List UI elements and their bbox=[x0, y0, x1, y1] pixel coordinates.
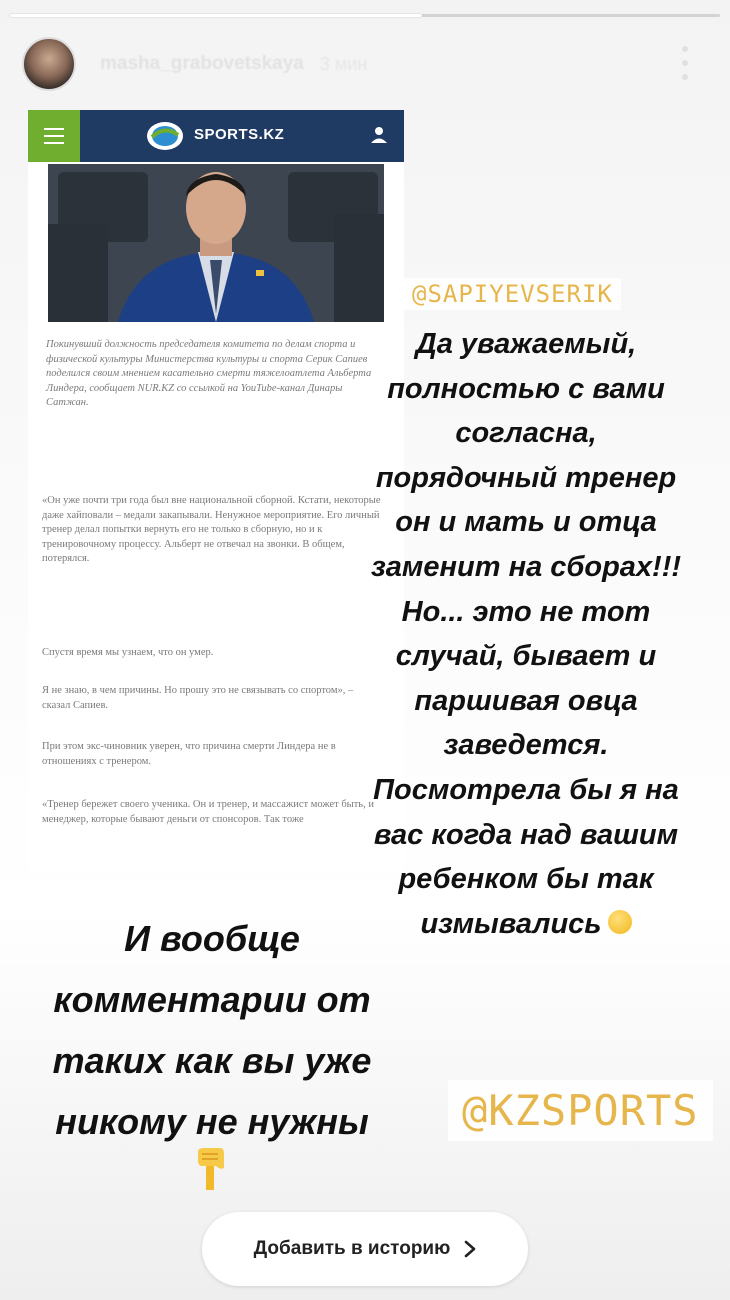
story-text-line: измывались bbox=[420, 907, 602, 940]
article-paragraph-5-text: При этом экс-чиновник уверен, что причина смерти Линдера не в отношениях с тренером. bbox=[42, 741, 336, 767]
story-text-line: паршивая овца bbox=[414, 684, 638, 717]
chevron-right-icon bbox=[464, 1240, 476, 1258]
story-text-line: полностью с вами bbox=[387, 372, 665, 405]
smiling-face-emoji-icon bbox=[608, 910, 632, 934]
username[interactable]: masha_grabovetskaya bbox=[100, 53, 304, 74]
story-text-line: согласна, bbox=[455, 417, 597, 450]
add-to-story-button[interactable] bbox=[202, 1212, 528, 1286]
article-paragraph-1-text: Покинувший должность председателя комитета по делам спорта и физической культуры Министерства культуры и спорта Серик Сапиев поделился своим мнением касательно смерти тяжелоатлета Альберта Линдера, сообщает NUR.KZ со ссылкой на YouTube-канал Динары Сатжан. bbox=[46, 339, 372, 408]
article-paragraph-6 bbox=[42, 798, 382, 827]
pointing-down-hand-icon bbox=[192, 1146, 228, 1192]
article-paragraph-3-text: Спустя время мы узнаем, что он умер. bbox=[42, 647, 214, 658]
story-text-line: вас когда над вашим bbox=[373, 818, 679, 851]
story-text-line: заменит на сборах!!! bbox=[370, 550, 682, 583]
hamburger-menu-icon bbox=[28, 110, 80, 162]
story-text-left bbox=[12, 908, 412, 1152]
man-in-suit-image bbox=[48, 164, 384, 322]
story-progress-fill bbox=[10, 14, 422, 17]
article-paragraph-6-text: «Тренер бережет своего ученика. Он и тренер, и массажист может быть, и менеджер, которые бывают деньги от спонсоров. Так тоже bbox=[42, 799, 374, 825]
story-text-line: заведется. bbox=[443, 729, 609, 762]
user-icon bbox=[368, 124, 390, 146]
story-text-line: комментарии от bbox=[53, 979, 371, 1020]
story-text-line: И вообще bbox=[124, 918, 300, 959]
article-paragraph-4 bbox=[42, 684, 382, 713]
article-paragraph-5 bbox=[42, 740, 382, 769]
story-text-line: Посмотрела бы я на bbox=[373, 773, 679, 806]
story-text-line: ребенком бы так bbox=[398, 863, 654, 896]
mention-sticker-sapiyevserik[interactable]: @SAPIYEVSERIK bbox=[404, 278, 621, 310]
story-header bbox=[22, 36, 710, 92]
article-paragraph-2-text: «Он уже почти три года был вне национальной сборной. Кстати, некоторые даже хайповали – медали закапывали. Ненужное мероприятие. Его личный тренер делал попытки вернуть его не только в сборную, но и к тренировочному процессу. Альберт не отвечал на звонки. В общем, потерялся. bbox=[42, 495, 381, 564]
avatar[interactable] bbox=[22, 37, 76, 91]
story-time: 3 мин bbox=[319, 53, 368, 74]
article-photo bbox=[48, 164, 384, 322]
story-text-line: Но... это не тот bbox=[401, 595, 651, 628]
site-header bbox=[28, 110, 404, 162]
article-paragraph-1 bbox=[46, 338, 386, 411]
more-options-icon[interactable] bbox=[678, 46, 692, 80]
story-text-line: Да уважаемый, bbox=[415, 328, 637, 360]
story-text-line: порядочный тренер bbox=[375, 461, 677, 494]
article-paragraph-4-text: Я не знаю, в чем причины. Но прошу это не связывать со спортом», – сказал Сапиев. bbox=[42, 685, 354, 711]
story-text-line: случай, бывает и bbox=[395, 640, 657, 673]
story-text-line: таких как вы уже bbox=[52, 1040, 372, 1081]
story-text-line: он и мать и отца bbox=[395, 506, 657, 539]
site-logo-text: SPORTS.KZ bbox=[194, 126, 285, 143]
site-logo-icon bbox=[146, 121, 184, 151]
mention-sticker-kzsports[interactable]: @KZSPORTS bbox=[448, 1080, 713, 1141]
story-text-line: никому не нужны bbox=[55, 1101, 369, 1142]
story-progress-bar bbox=[10, 14, 720, 17]
add-to-story-label: Добавить в историю bbox=[253, 1238, 451, 1259]
story-text-right bbox=[336, 322, 716, 946]
